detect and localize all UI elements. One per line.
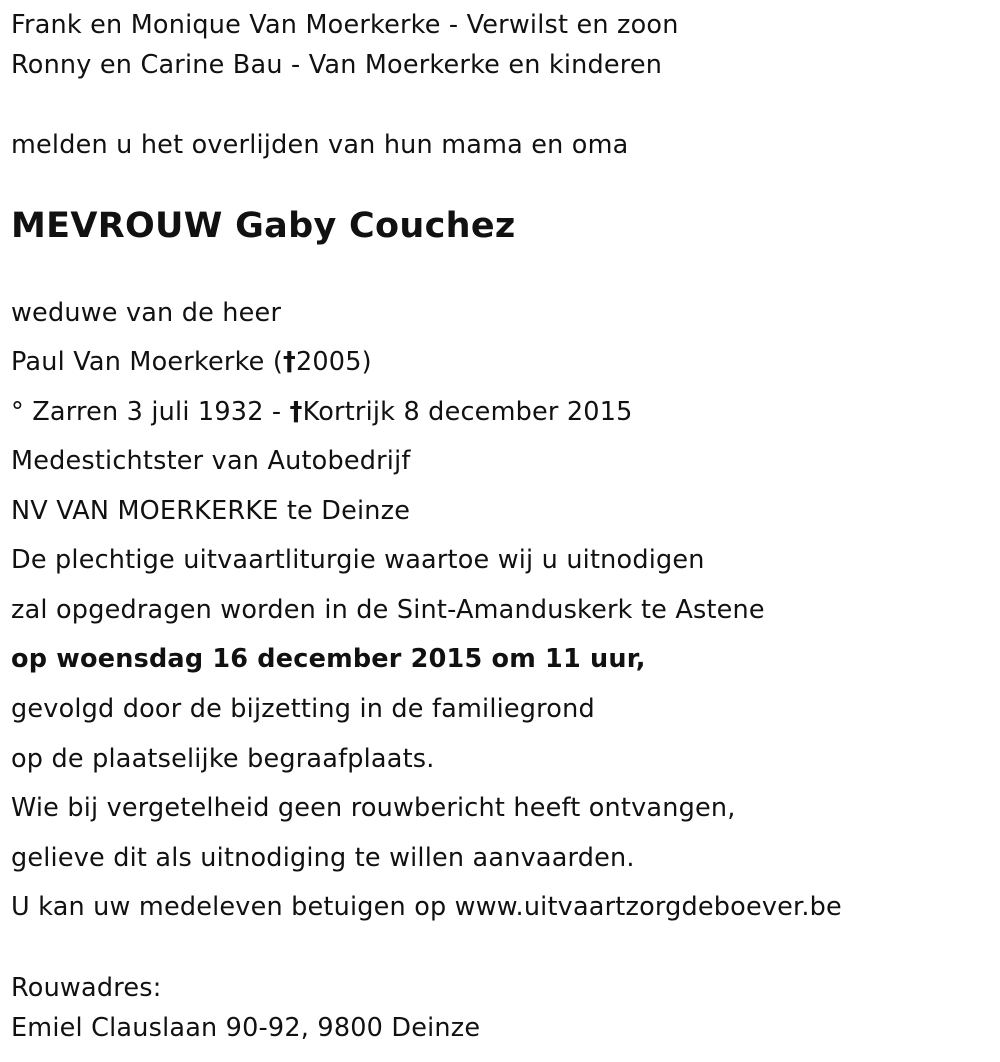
funeral-line-1: De plechtige uitvaartliturgie waartoe wij u uitnodigen xyxy=(11,545,705,575)
deceased-name: MEVROUW Gaby Couchez xyxy=(11,206,516,246)
husband-death-year: 2005) xyxy=(295,347,372,377)
condolence-line: U kan uw medeleven betuigen op www.uitvaartzorgdeboever.be xyxy=(11,892,842,922)
birth-death-line xyxy=(11,396,633,428)
husband-line xyxy=(11,346,372,378)
funeral-line-5: op de plaatselijke begraafplaats. xyxy=(11,744,435,774)
cross-icon: † xyxy=(289,397,303,427)
family-line-2: Ronny en Carine Bau - Van Moerkerke en kinderen xyxy=(11,50,663,80)
cross-icon: † xyxy=(282,347,296,377)
address-label: Rouwadres: xyxy=(11,973,162,1003)
birth-info: ° Zarren 3 juli 1932 - xyxy=(11,397,290,427)
funeral-date-time: op woensdag 16 december 2015 om 11 uur, xyxy=(11,644,646,674)
funeral-line-2: zal opgedragen worden in de Sint-Amanduskerk te Astene xyxy=(11,595,765,625)
address-value: Emiel Clauslaan 90-92, 9800 Deinze xyxy=(11,1013,481,1043)
intro-text: melden u het overlijden van hun mama en oma xyxy=(11,130,629,160)
widow-of-line: weduwe van de heer xyxy=(11,298,282,328)
role-line-1: Medestichtster van Autobedrijf xyxy=(11,446,411,476)
funeral-line-6: Wie bij vergetelheid geen rouwbericht heeft ontvangen, xyxy=(11,793,736,823)
role-line-2: NV VAN MOERKERKE te Deinze xyxy=(11,496,411,526)
funeral-line-4: gevolgd door de bijzetting in de familiegrond xyxy=(11,694,595,724)
family-line-1: Frank en Monique Van Moerkerke - Verwilst en zoon xyxy=(11,10,679,40)
funeral-line-7: gelieve dit als uitnodiging te willen aanvaarden. xyxy=(11,843,635,873)
death-info: Kortrijk 8 december 2015 xyxy=(302,397,633,427)
husband-name: Paul Van Moerkerke ( xyxy=(11,347,283,377)
